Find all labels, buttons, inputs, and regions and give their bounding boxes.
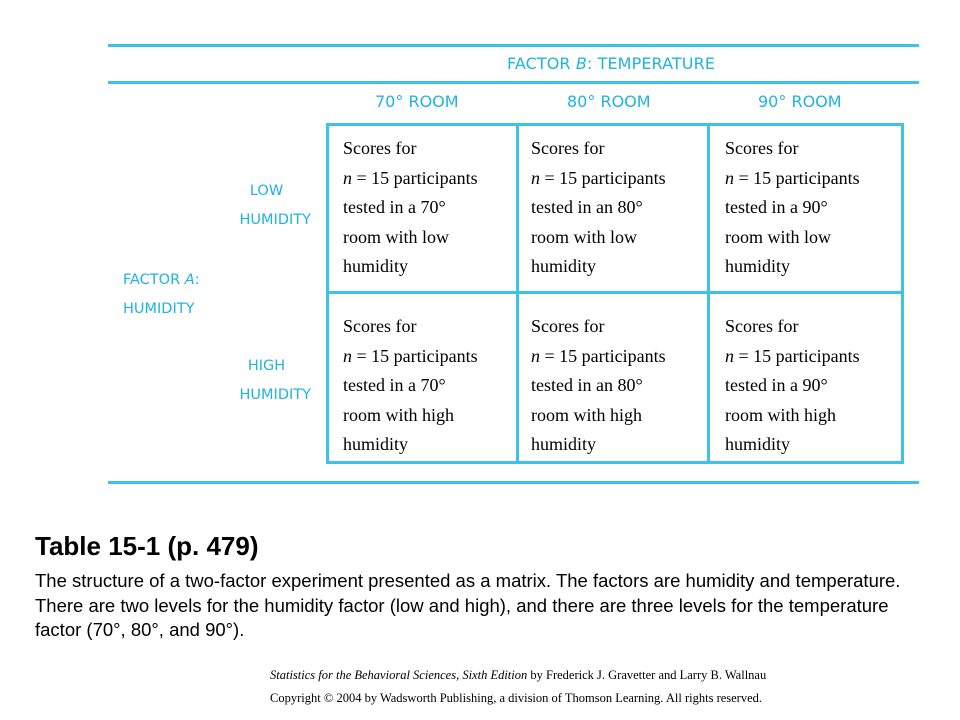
- cell-line: room with low: [725, 226, 831, 247]
- cell-line: [531, 342, 666, 372]
- cell-line: humidity: [531, 256, 597, 276]
- cell-line: humidity: [531, 434, 597, 454]
- cell-n: n: [343, 345, 352, 366]
- factor-a-label: [123, 266, 200, 324]
- cell-line: tested in a 90°: [725, 375, 828, 395]
- bottom-rule: [108, 481, 919, 484]
- cell-line: humidity: [343, 256, 409, 276]
- table-caption: The structure of a two-factor experiment presented as a matrix. The factors are humidity and temperature. There are two levels for the humidity factor (low and high), and there are three levels for the temperature factor (70°, 80°, and 90°).: [35, 570, 901, 640]
- cell-line: Scores for: [531, 138, 605, 158]
- cell-n-text: = 15 participants: [734, 167, 860, 188]
- cell-line: humidity: [725, 256, 791, 276]
- row-label-low-line2: HUMIDITY: [239, 212, 311, 228]
- cell-n: n: [343, 167, 352, 188]
- column-header-90: 90° ROOM: [758, 92, 842, 111]
- row-label-low: [200, 177, 311, 235]
- cell-line: [725, 342, 860, 372]
- cell-low-80: [531, 134, 666, 282]
- factor-a-name: HUMIDITY: [123, 301, 195, 317]
- factor-b-prefix: FACTOR: [507, 54, 576, 73]
- cell-n: n: [531, 345, 540, 366]
- factor-a-letter: A: [184, 272, 195, 288]
- factor-b-suffix: : TEMPERATURE: [586, 54, 716, 73]
- cell-line: tested in an 80°: [531, 375, 643, 395]
- cell-n: n: [531, 167, 540, 188]
- cell-line: room with high: [343, 404, 454, 425]
- cell-high-70: [343, 312, 478, 460]
- cell-n-text: = 15 participants: [352, 345, 478, 366]
- cell-line: room with low: [343, 226, 449, 247]
- factor-b-letter: B: [575, 54, 587, 73]
- cell-line: Scores for: [725, 138, 799, 158]
- row-label-high: [200, 352, 311, 410]
- table-title: Table 15-1 (p. 479): [35, 531, 259, 561]
- factor-a-title: [123, 266, 200, 295]
- cell-line: room with high: [531, 404, 642, 425]
- credit-line: [270, 668, 766, 683]
- cell-line: tested in a 90°: [725, 197, 828, 217]
- column-header-80: 80° ROOM: [567, 92, 651, 111]
- cell-line: Scores for: [343, 316, 417, 336]
- factor-a-suffix: :: [194, 272, 200, 288]
- cell-line: room with high: [725, 404, 836, 425]
- row-label-high-line2: HUMIDITY: [239, 387, 311, 403]
- cell-line: [725, 164, 860, 194]
- copyright-line: Copyright © 2004 by Wadsworth Publishing, a division of Thomson Learning. All rights reserved.: [270, 691, 763, 705]
- cell-line: [343, 342, 478, 372]
- cell-line: tested in a 70°: [343, 375, 446, 395]
- column-header-70: 70° ROOM: [375, 92, 459, 111]
- factor-b-header: [507, 54, 715, 73]
- cell-n-text: = 15 participants: [734, 345, 860, 366]
- cell-line: tested in an 80°: [531, 197, 643, 217]
- header-rule: [108, 81, 919, 84]
- cell-high-80: [531, 312, 666, 460]
- cell-line: Scores for: [531, 316, 605, 336]
- cell-n: n: [725, 345, 734, 366]
- factor-a-prefix: FACTOR: [123, 272, 185, 288]
- row-label-high-line1: HIGH: [247, 358, 286, 374]
- cell-low-70: [343, 134, 478, 282]
- cell-n-text: = 15 participants: [352, 167, 478, 188]
- cell-line: humidity: [343, 434, 409, 454]
- book-authors: by Frederick J. Gravetter and Larry B. Wallnau: [527, 668, 767, 682]
- top-rule: [108, 44, 919, 47]
- cell-line: room with low: [531, 226, 637, 247]
- cell-line: Scores for: [725, 316, 799, 336]
- cell-line: [531, 164, 666, 194]
- row-label-low-line1: LOW: [249, 183, 284, 199]
- cell-high-90: [725, 312, 860, 460]
- cell-low-90: [725, 134, 860, 282]
- cell-n-text: = 15 participants: [540, 167, 666, 188]
- grid-divider-row: [326, 291, 904, 294]
- cell-line: humidity: [725, 434, 791, 454]
- book-title: Statistics for the Behavioral Sciences, Sixth Edition: [270, 668, 528, 682]
- cell-line: Scores for: [343, 138, 417, 158]
- cell-line: tested in a 70°: [343, 197, 446, 217]
- cell-line: [343, 164, 478, 194]
- cell-n-text: = 15 participants: [540, 345, 666, 366]
- cell-n: n: [725, 167, 734, 188]
